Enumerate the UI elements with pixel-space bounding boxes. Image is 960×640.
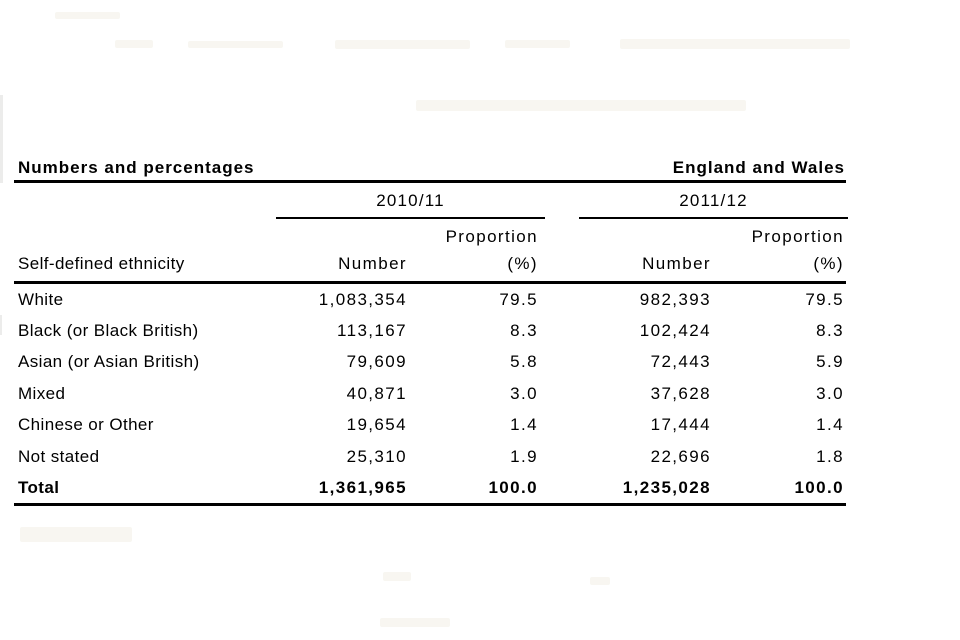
proportion-2010-11: 79.5 bbox=[499, 289, 538, 309]
number-2010-11: 113,167 bbox=[337, 321, 407, 341]
ethnicity-label: Not stated bbox=[18, 446, 100, 466]
number-2011-12: 72,443 bbox=[650, 352, 711, 372]
proportion-2011-12: 3.0 bbox=[816, 383, 844, 403]
number-2011-12: 1,235,028 bbox=[622, 477, 711, 497]
period-label: 2011/12 bbox=[679, 191, 748, 210]
proportion-2011-12: 1.8 bbox=[816, 446, 844, 466]
region-label: England and Wales bbox=[672, 158, 845, 177]
col-header-number-2 bbox=[538, 219, 711, 281]
table-title: Numbers and percentages bbox=[18, 158, 255, 177]
ethnicity-label: White bbox=[18, 289, 64, 309]
column-header-row bbox=[14, 219, 846, 284]
number-2010-11: 40,871 bbox=[346, 383, 407, 403]
number-2010-11: 19,654 bbox=[346, 415, 407, 435]
table-row bbox=[14, 410, 846, 441]
table-row bbox=[14, 284, 846, 315]
table-row bbox=[14, 378, 846, 409]
percent-unit-header: (%) bbox=[813, 254, 844, 273]
ghost-artifact bbox=[55, 12, 120, 19]
proportion-2011-12: 5.9 bbox=[816, 352, 844, 372]
ghost-artifact bbox=[335, 40, 470, 49]
percent-unit-header: (%) bbox=[507, 254, 538, 273]
table-row bbox=[14, 315, 846, 346]
number-2010-11: 79,609 bbox=[346, 352, 407, 372]
ghost-artifact bbox=[620, 39, 850, 49]
proportion-2010-11: 3.0 bbox=[510, 383, 538, 403]
proportion-2011-12: 8.3 bbox=[816, 321, 844, 341]
number-2011-12: 982,393 bbox=[639, 289, 711, 309]
proportion-header: Proportion bbox=[445, 227, 538, 246]
proportion-2011-12: 100.0 bbox=[794, 477, 844, 497]
ghost-artifact bbox=[416, 100, 746, 111]
number-header: Number bbox=[642, 254, 711, 273]
ethnicity-label: Total bbox=[18, 477, 60, 497]
proportion-2010-11: 8.3 bbox=[510, 321, 538, 341]
number-2010-11: 1,361,965 bbox=[318, 477, 407, 497]
row-header-label: Self-defined ethnicity bbox=[18, 254, 185, 273]
period-header-2010-11 bbox=[276, 191, 545, 219]
proportion-2010-11: 5.8 bbox=[510, 352, 538, 372]
ethnicity-label: Asian (or Asian British) bbox=[18, 352, 200, 372]
table-row bbox=[14, 441, 846, 472]
scan-edge-artifact bbox=[0, 95, 3, 183]
proportion-2011-12: 79.5 bbox=[805, 289, 844, 309]
total-row bbox=[14, 472, 846, 506]
row-header-cell bbox=[14, 219, 262, 281]
number-2011-12: 17,444 bbox=[650, 415, 711, 435]
proportion-header: Proportion bbox=[751, 227, 844, 246]
table-body bbox=[14, 284, 846, 472]
proportion-2010-11: 1.9 bbox=[510, 446, 538, 466]
number-2011-12: 22,696 bbox=[650, 446, 711, 466]
ghost-artifact bbox=[380, 618, 450, 627]
number-2010-11: 1,083,354 bbox=[318, 289, 407, 309]
table-footer bbox=[14, 472, 846, 506]
col-header-number-1 bbox=[262, 219, 407, 281]
number-2011-12: 102,424 bbox=[639, 321, 711, 341]
number-header: Number bbox=[338, 254, 407, 273]
ghost-artifact bbox=[383, 572, 411, 581]
ghost-artifact bbox=[20, 527, 132, 542]
ghost-artifact bbox=[115, 40, 153, 48]
ghost-artifact bbox=[590, 577, 610, 585]
ethnicity-label: Black (or Black British) bbox=[18, 321, 199, 341]
scan-edge-artifact bbox=[0, 315, 2, 335]
table-title-row bbox=[14, 155, 846, 183]
table-row bbox=[14, 347, 846, 378]
ethnicity-label: Mixed bbox=[18, 383, 66, 403]
col-header-proportion-1 bbox=[407, 219, 538, 281]
ethnicity-label: Chinese or Other bbox=[18, 415, 154, 435]
period-header-2011-12 bbox=[579, 191, 848, 219]
proportion-2011-12: 1.4 bbox=[816, 415, 844, 435]
proportion-2010-11: 1.4 bbox=[510, 415, 538, 435]
period-label: 2010/11 bbox=[376, 191, 445, 210]
ghost-artifact bbox=[188, 41, 283, 48]
ghost-artifact bbox=[505, 40, 570, 48]
number-2010-11: 25,310 bbox=[346, 446, 407, 466]
period-header-row bbox=[14, 183, 846, 219]
col-header-proportion-2 bbox=[711, 219, 846, 281]
statistics-table bbox=[14, 155, 846, 506]
proportion-2010-11: 100.0 bbox=[488, 477, 538, 497]
number-2011-12: 37,628 bbox=[650, 383, 711, 403]
